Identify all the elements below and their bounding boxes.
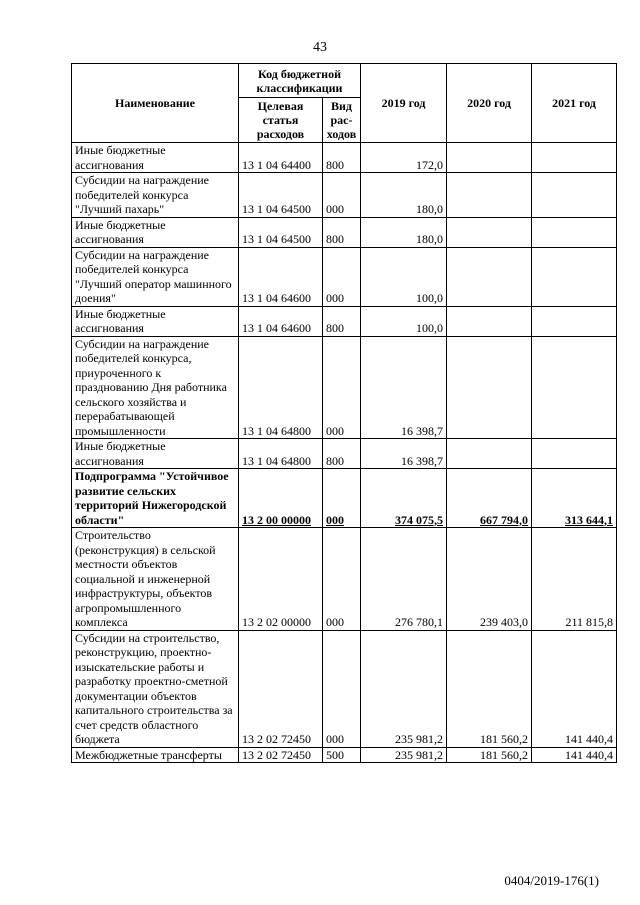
row-value-2020 [447,336,532,439]
row-name: Иные бюджетные ассигнования [72,439,239,469]
row-value-2019: 172,0 [361,143,447,173]
row-name: Субсидии на награждение победителей конкурса "Лучший оператор машинного доения" [72,247,239,306]
table-row [72,306,617,336]
header-2019: 2019 год [361,64,447,143]
row-name: Иные бюджетные ассигнования [72,306,239,336]
row-expense-type: 000 [323,173,361,218]
header-target-article: Целевая статья расходов [239,98,323,143]
row-target-article: 13 1 04 64500 [239,217,323,247]
row-value-2021 [532,336,617,439]
table-body [72,143,617,763]
row-target-article: 13 2 00 00000 [239,469,323,528]
row-value-2019: 276 780,1 [361,528,447,631]
row-target-article: 13 2 02 00000 [239,528,323,631]
row-value-2021 [532,143,617,173]
row-expense-type: 800 [323,439,361,469]
row-expense-type: 000 [323,630,361,747]
row-name: Иные бюджетные ассигнования [72,143,239,173]
row-value-2019: 100,0 [361,247,447,306]
row-value-2021: 141 440,4 [532,630,617,747]
row-value-2020: 181 560,2 [447,630,532,747]
document-number: 0404/2019-176(1) [504,873,599,888]
row-expense-type: 000 [323,469,361,528]
row-expense-type: 800 [323,306,361,336]
row-target-article: 13 1 04 64400 [239,143,323,173]
row-value-2021: 211 815,8 [532,528,617,631]
row-name: Субсидии на награждение победителей конкурса, приуроченного к празднованию Дня работника сельского хозяйства и перерабатывающей промышленности [72,336,239,439]
row-value-2021 [532,247,617,306]
row-name: Подпрограмма "Устойчивое развитие сельских территорий Нижегородской области" [72,469,239,528]
row-value-2019: 180,0 [361,217,447,247]
row-expense-type: 000 [323,336,361,439]
row-value-2021: 141 440,4 [532,747,617,763]
row-value-2021: 313 644,1 [532,469,617,528]
row-value-2019: 374 075,5 [361,469,447,528]
header-expense-type: Вид рас-ходов [323,98,361,143]
row-value-2020: 181 560,2 [447,747,532,763]
row-target-article: 13 2 02 72450 [239,630,323,747]
header-name: Наименование [72,64,239,143]
row-name: Иные бюджетные ассигнования [72,217,239,247]
row-value-2020 [447,143,532,173]
table-row [72,630,617,747]
table-row [72,247,617,306]
row-value-2020 [447,306,532,336]
row-value-2020 [447,439,532,469]
row-value-2020 [447,217,532,247]
table-row [72,469,617,528]
table-row [72,439,617,469]
row-value-2021 [532,306,617,336]
row-expense-type: 000 [323,247,361,306]
row-value-2019: 100,0 [361,306,447,336]
page-number: 43 [313,40,327,55]
row-value-2019: 16 398,7 [361,336,447,439]
row-value-2019: 235 981,2 [361,630,447,747]
row-target-article: 13 1 04 64800 [239,336,323,439]
row-target-article: 13 1 04 64500 [239,173,323,218]
row-value-2019: 180,0 [361,173,447,218]
table-row [72,336,617,439]
row-name: Субсидии на строительство, реконструкцию, проектно-изыскательские работы и разработку проектно-сметной документации объектов капитального строительства за счет средств областного бюджета [72,630,239,747]
row-value-2019: 235 981,2 [361,747,447,763]
header-classification: Код бюджетной классификации [239,64,361,98]
row-target-article: 13 2 02 72450 [239,747,323,763]
row-value-2019: 16 398,7 [361,439,447,469]
table-row [72,143,617,173]
row-target-article: 13 1 04 64800 [239,439,323,469]
row-value-2020 [447,247,532,306]
row-value-2020: 239 403,0 [447,528,532,631]
row-value-2021 [532,217,617,247]
row-expense-type: 800 [323,217,361,247]
row-value-2020: 667 794,0 [447,469,532,528]
table-row [72,217,617,247]
row-value-2021 [532,173,617,218]
row-expense-type: 000 [323,528,361,631]
header-2020: 2020 год [447,64,532,143]
table-row [72,528,617,631]
row-target-article: 13 1 04 64600 [239,247,323,306]
row-expense-type: 500 [323,747,361,763]
row-value-2021 [532,439,617,469]
row-value-2020 [447,173,532,218]
table-row [72,173,617,218]
row-name: Межбюджетные трансферты [72,747,239,763]
row-target-article: 13 1 04 64600 [239,306,323,336]
row-name: Субсидии на награждение победителей конкурса "Лучший пахарь" [72,173,239,218]
row-name: Строительство (реконструкция) в сельской местности объектов социальной и инженерной инфраструктуры, объектов агропромышленного комплекса [72,528,239,631]
row-expense-type: 800 [323,143,361,173]
table-row [72,747,617,763]
budget-table [71,63,617,763]
header-2021: 2021 год [532,64,617,143]
